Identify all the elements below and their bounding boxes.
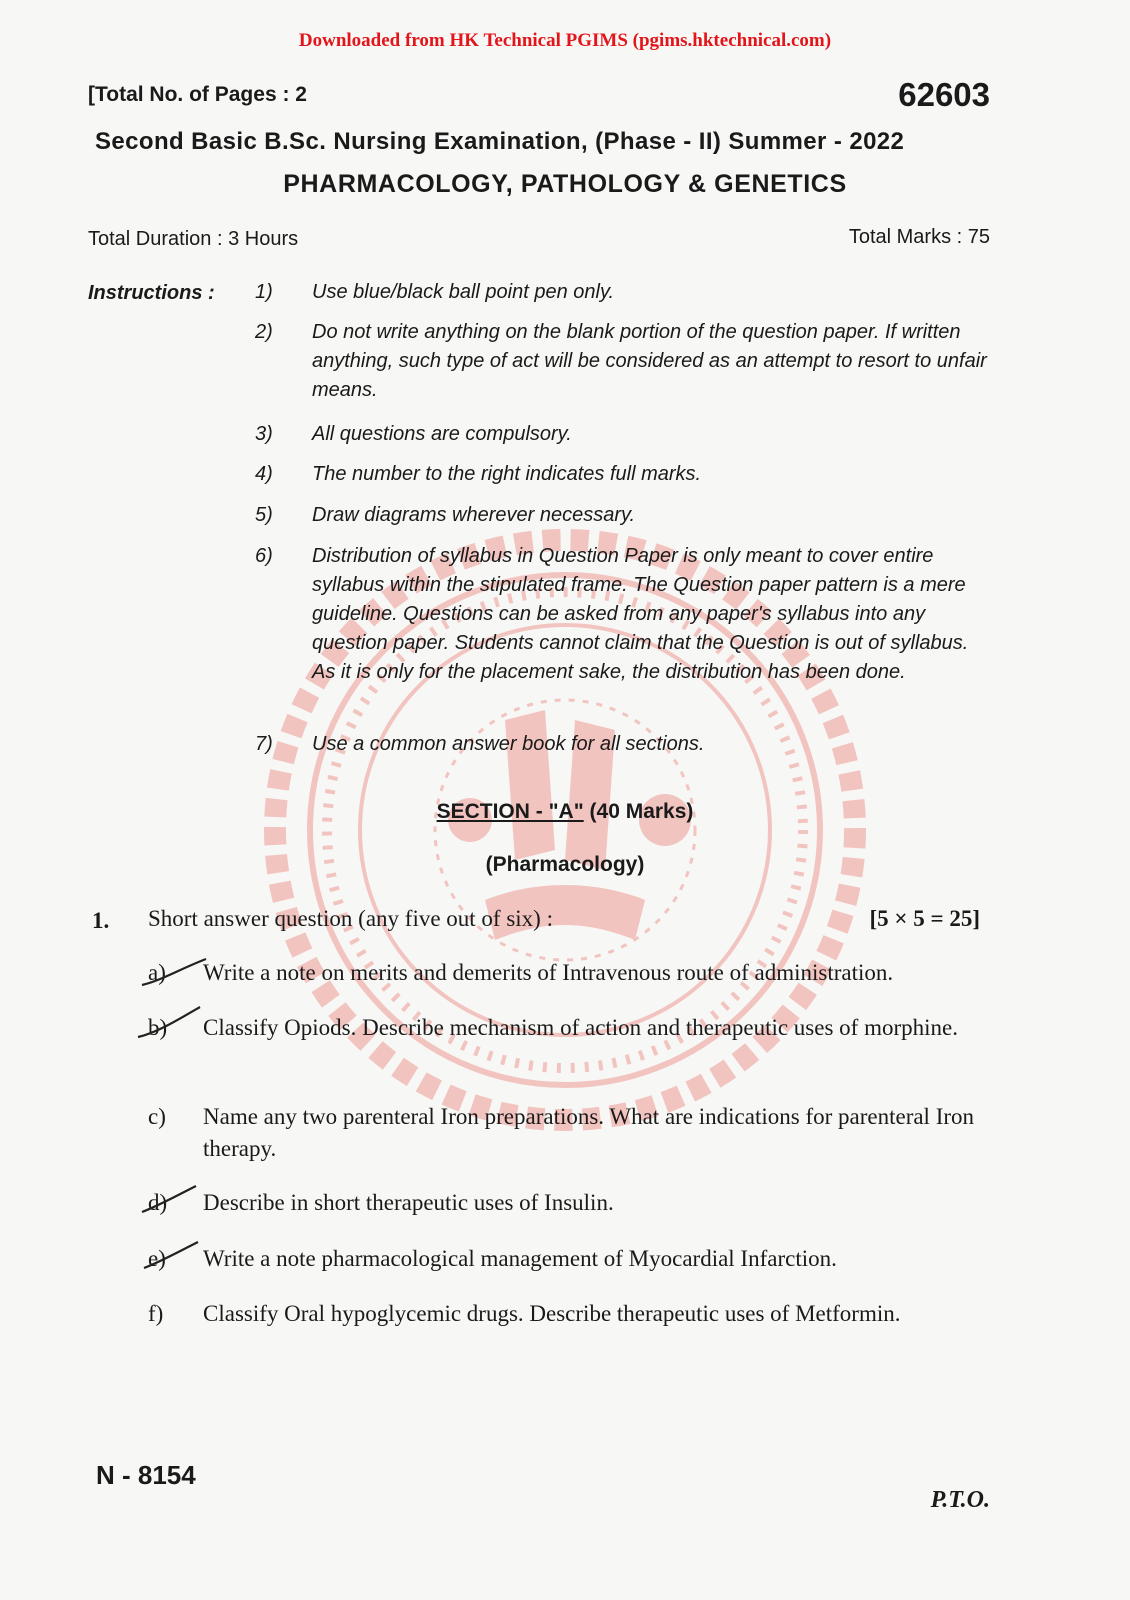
instruction-number: 2) bbox=[255, 321, 273, 343]
exam-title: Second Basic B.Sc. Nursing Examination, (Phase - II) Summer - 2022 bbox=[95, 128, 905, 155]
section-title: SECTION - "A" bbox=[436, 800, 584, 823]
item-text: Classify Opiods. Describe mechanism of action and therapeutic uses of morphine. bbox=[203, 1015, 958, 1040]
question-item bbox=[148, 1298, 988, 1362]
instruction-item bbox=[255, 278, 995, 307]
item-text: Describe in short therapeutic uses of Insulin. bbox=[203, 1190, 614, 1215]
instruction-number: 6) bbox=[255, 545, 273, 567]
item-text: Classify Oral hypoglycemic drugs. Describe therapeutic uses of Metformin. bbox=[203, 1301, 901, 1326]
tick-mark-icon bbox=[140, 955, 210, 995]
section-heading bbox=[0, 800, 1130, 824]
tick-mark-icon bbox=[142, 1238, 202, 1274]
instruction-number: 5) bbox=[255, 504, 273, 526]
item-text: Name any two parenteral Iron preparations. What are indications for parenteral Iron therapy. bbox=[203, 1104, 975, 1161]
instruction-item bbox=[255, 542, 995, 716]
question-item bbox=[148, 1101, 988, 1165]
instruction-text: Do not write anything on the blank portion of the question paper. If written anything, such type of act will be considered as an attempt to resort to unfair means. bbox=[312, 321, 987, 401]
question-item bbox=[148, 957, 988, 989]
instruction-item bbox=[255, 730, 995, 759]
section-subtitle: (Pharmacology) bbox=[485, 853, 645, 876]
instruction-number: 7) bbox=[255, 733, 273, 755]
item-text: Write a note pharmacological management of Myocardial Infarction. bbox=[203, 1246, 837, 1271]
instruction-item bbox=[255, 501, 995, 530]
instruction-text: All questions are compulsory. bbox=[312, 423, 572, 445]
item-letter: a) bbox=[148, 960, 166, 985]
item-text: Write a note on merits and demerits of Intravenous route of administration. bbox=[203, 960, 894, 985]
instruction-item bbox=[255, 420, 995, 449]
page-turn-over: P.T.O. bbox=[930, 1487, 990, 1513]
question-marks: [5 × 5 = 25] bbox=[869, 906, 980, 931]
question-item bbox=[148, 1187, 988, 1219]
instruction-item bbox=[255, 460, 995, 489]
instruction-number: 1) bbox=[255, 281, 273, 303]
item-letter: d) bbox=[148, 1190, 168, 1215]
total-duration: Total Duration : 3 Hours bbox=[88, 228, 299, 250]
download-banner: Downloaded from HK Technical PGIMS (pgims.hktechnical.com) bbox=[298, 30, 832, 51]
total-marks: Total Marks : 75 bbox=[848, 226, 990, 248]
item-letter: f) bbox=[148, 1301, 164, 1326]
tick-mark-icon bbox=[140, 1182, 200, 1218]
item-letter: e) bbox=[148, 1246, 166, 1271]
subject-title: PHARMACOLOGY, PATHOLOGY & GENETICS bbox=[283, 170, 847, 198]
footer-code: N - 8154 bbox=[96, 1460, 196, 1490]
instructions-label: Instructions : bbox=[88, 282, 215, 304]
total-pages: [Total No. of Pages : 2 bbox=[88, 83, 307, 106]
instruction-text: Use a common answer book for all sections. bbox=[312, 733, 705, 755]
question-number: 1. bbox=[92, 908, 110, 933]
instruction-number: 4) bbox=[255, 463, 273, 485]
item-letter: c) bbox=[148, 1104, 166, 1129]
item-letter: b) bbox=[148, 1015, 168, 1040]
instruction-text: Draw diagrams wherever necessary. bbox=[312, 504, 636, 526]
tick-mark-icon bbox=[136, 1003, 206, 1043]
paper-code: 62603 bbox=[898, 76, 990, 113]
instruction-item bbox=[255, 318, 995, 405]
instruction-text: Use blue/black ball point pen only. bbox=[312, 281, 615, 303]
question-item bbox=[148, 1243, 988, 1275]
instruction-number: 3) bbox=[255, 423, 273, 445]
section-marks: (40 Marks) bbox=[583, 800, 694, 823]
instruction-text: The number to the right indicates full marks. bbox=[312, 463, 702, 485]
instruction-text: Distribution of syllabus in Question Paper is only meant to cover entire syllabus within the stipulated frame. The Question paper pattern is a mere guideline. Questions can be asked from any paper's syllabus into any question paper. Students cannot claim that the Question is out of syllabus. As it is only for the placement sake, the distribution has been done. bbox=[312, 545, 969, 683]
question-text: Short answer question (any five out of six) : bbox=[148, 906, 553, 931]
question-item bbox=[148, 1012, 988, 1076]
